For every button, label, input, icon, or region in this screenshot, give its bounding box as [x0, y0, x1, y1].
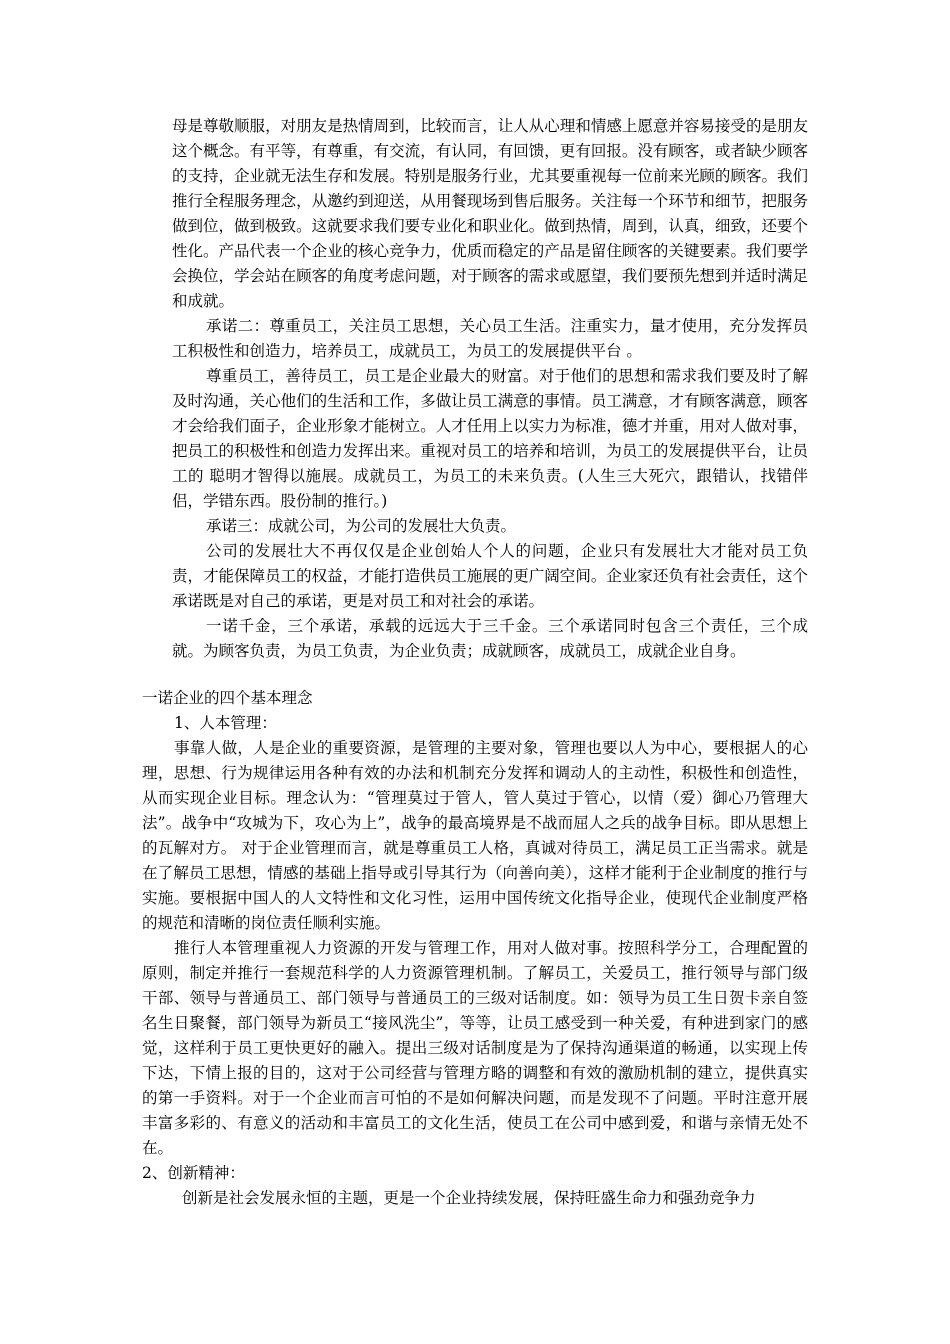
paragraph-respect-employees: 尊重员工，善待员工，员工是企业最大的财富。对于他们的思想和需求我们要及时了解及时沟通，关心他们的生活和工作，多做让员工满意的事情。员工满意，才有顾客满意，顾客才会给我们面子，企业形象才能树立。人才任用上以实力为标准，德才并重，用对人做对事，把员工的积极性和创造力发挥出来。重视对员工的培养和培训，为员工的发展提供平台，让员工的 聪明才智得以施展。成就员工，为员工的未来负责。(人生三大死穴，跟错认，找错伴侣，学错东西。股份制的推行。)	[172, 367, 808, 510]
section-heading: 一诺企业的四个基本理念	[142, 689, 313, 707]
paragraph-company-growth: 公司的发展壮大不再仅仅是企业创始人个人的问题，企业只有发展壮大才能对员工负责，才能保障员工的权益，才能打造供员工施展的更广阔空间。企业家还负有社会责任，这个承诺既是对自己的承诺，更是对员工和对社会的承诺。	[172, 542, 808, 610]
paragraph-commitment-three: 承诺三：成就公司，为公司的发展壮大负责。	[206, 517, 517, 535]
subheading-innovation: 2、创新精神：	[142, 1164, 245, 1182]
paragraph-commitment-two: 承诺二：尊重员工，关注员工思想，关心员工生活。注重实力，量才使用，充分发挥员工积极性和创造力，培养员工，成就员工，为员工的发展提供平台 。	[172, 317, 808, 360]
paragraph-customer-service: 母是尊敬顺服，对朋友是热情周到，比较而言，让人从心理和情感上愿意并容易接受的是朋友这个概念。有平等，有尊重，有交流，有认同，有回馈，更有回报。没有顾客，或者缺少顾客的支持，企业就无法生存和发展。特别是服务行业，尤其要重视每一位前来光顾的顾客。我们推行全程服务理念，从邀约到迎送，从用餐现场到售后服务。关注每一个环节和细节，把服务做到位，做到极致。这就要求我们要专业化和职业化。做到热情，周到，认真，细致，还要个性化。产品代表一个企业的核心竞争力，优质而稳定的产品是留住顾客的关键要素。我们要学会换位，学会站在顾客的角度考虑问题，对于顾客的需求或愿望，我们要预先想到并适时满足和成就。	[172, 117, 808, 310]
paragraph-people-management: 事靠人做，人是企业的重要资源，是管理的主要对象，管理也要以人为中心，要根据人的心理，思想、行为规律运用各种有效的办法和机制充分发挥和调动人的主动性，积极性和创造性，从而实现企业目标。理念认为：“管理莫过于管人，管人莫过于管心，以情（爱）御心乃管理大法”。战争中“攻城为下，攻心为上”，战争的最高境界是不战而屈人之兵的战争目标。即从思想上的瓦解对方。 对于企业管理而言，就是尊重员工人格，真诚对待员工，满足员工正当需求。就是在了解员工思想，情感的基础上指导或引导其行为（向善向美），这样才能利于企业制度的推行与实施。要根据中国人的人文特性和文化习性，运用中国传统文化指导企业，使现代企业制度严格的规范和清晰的岗位责任顺利实施。	[142, 739, 808, 932]
commitments-section	[172, 114, 808, 664]
concepts-section	[142, 686, 808, 1211]
paragraph-innovation: 创新是社会发展永恒的主题，更是一个企业持续发展，保持旺盛生命力和强劲竞争力	[182, 1189, 756, 1207]
subheading-people-management: 1、人本管理：	[174, 714, 277, 732]
paragraph-hr-practice: 推行人本管理重视人力资源的开发与管理工作，用对人做对事。按照科学分工，合理配置的原则，制定并推行一套规范科学的人力资源管理机制。了解员工，关爱员工，推行领导与部门级干部、领导与普通员工、部门领导与普通员工的三级对话制度。如：领导为员工生日贺卡亲自签名生日聚餐，部门领导为新员工“接风洗尘”，等等，让员工感受到一种关爱，有种进到家门的感觉，这样利于员工更快更好的融入。提出三级对话制度是为了保持沟通渠道的畅通，以实现上传下达，下情上报的目的，这对于公司经营与管理方略的调整和有效的激励机制的建立，提供真实的第一手资料。对于一个企业而言可怕的不是如何解决问题，而是发现不了问题。平时注意开展丰富多彩的、有意义的活动和丰富员工的文化生活，使员工在公司中感到爱，和谐与亲情无处不在。	[142, 939, 808, 1157]
paragraph-three-commitments: 一诺千金，三个承诺，承载的远远大于三千金。三个承诺同时包含三个责任，三个成就。为顾客负责，为员工负责，为企业负责；成就顾客，成就员工，成就企业自身。	[172, 617, 808, 660]
